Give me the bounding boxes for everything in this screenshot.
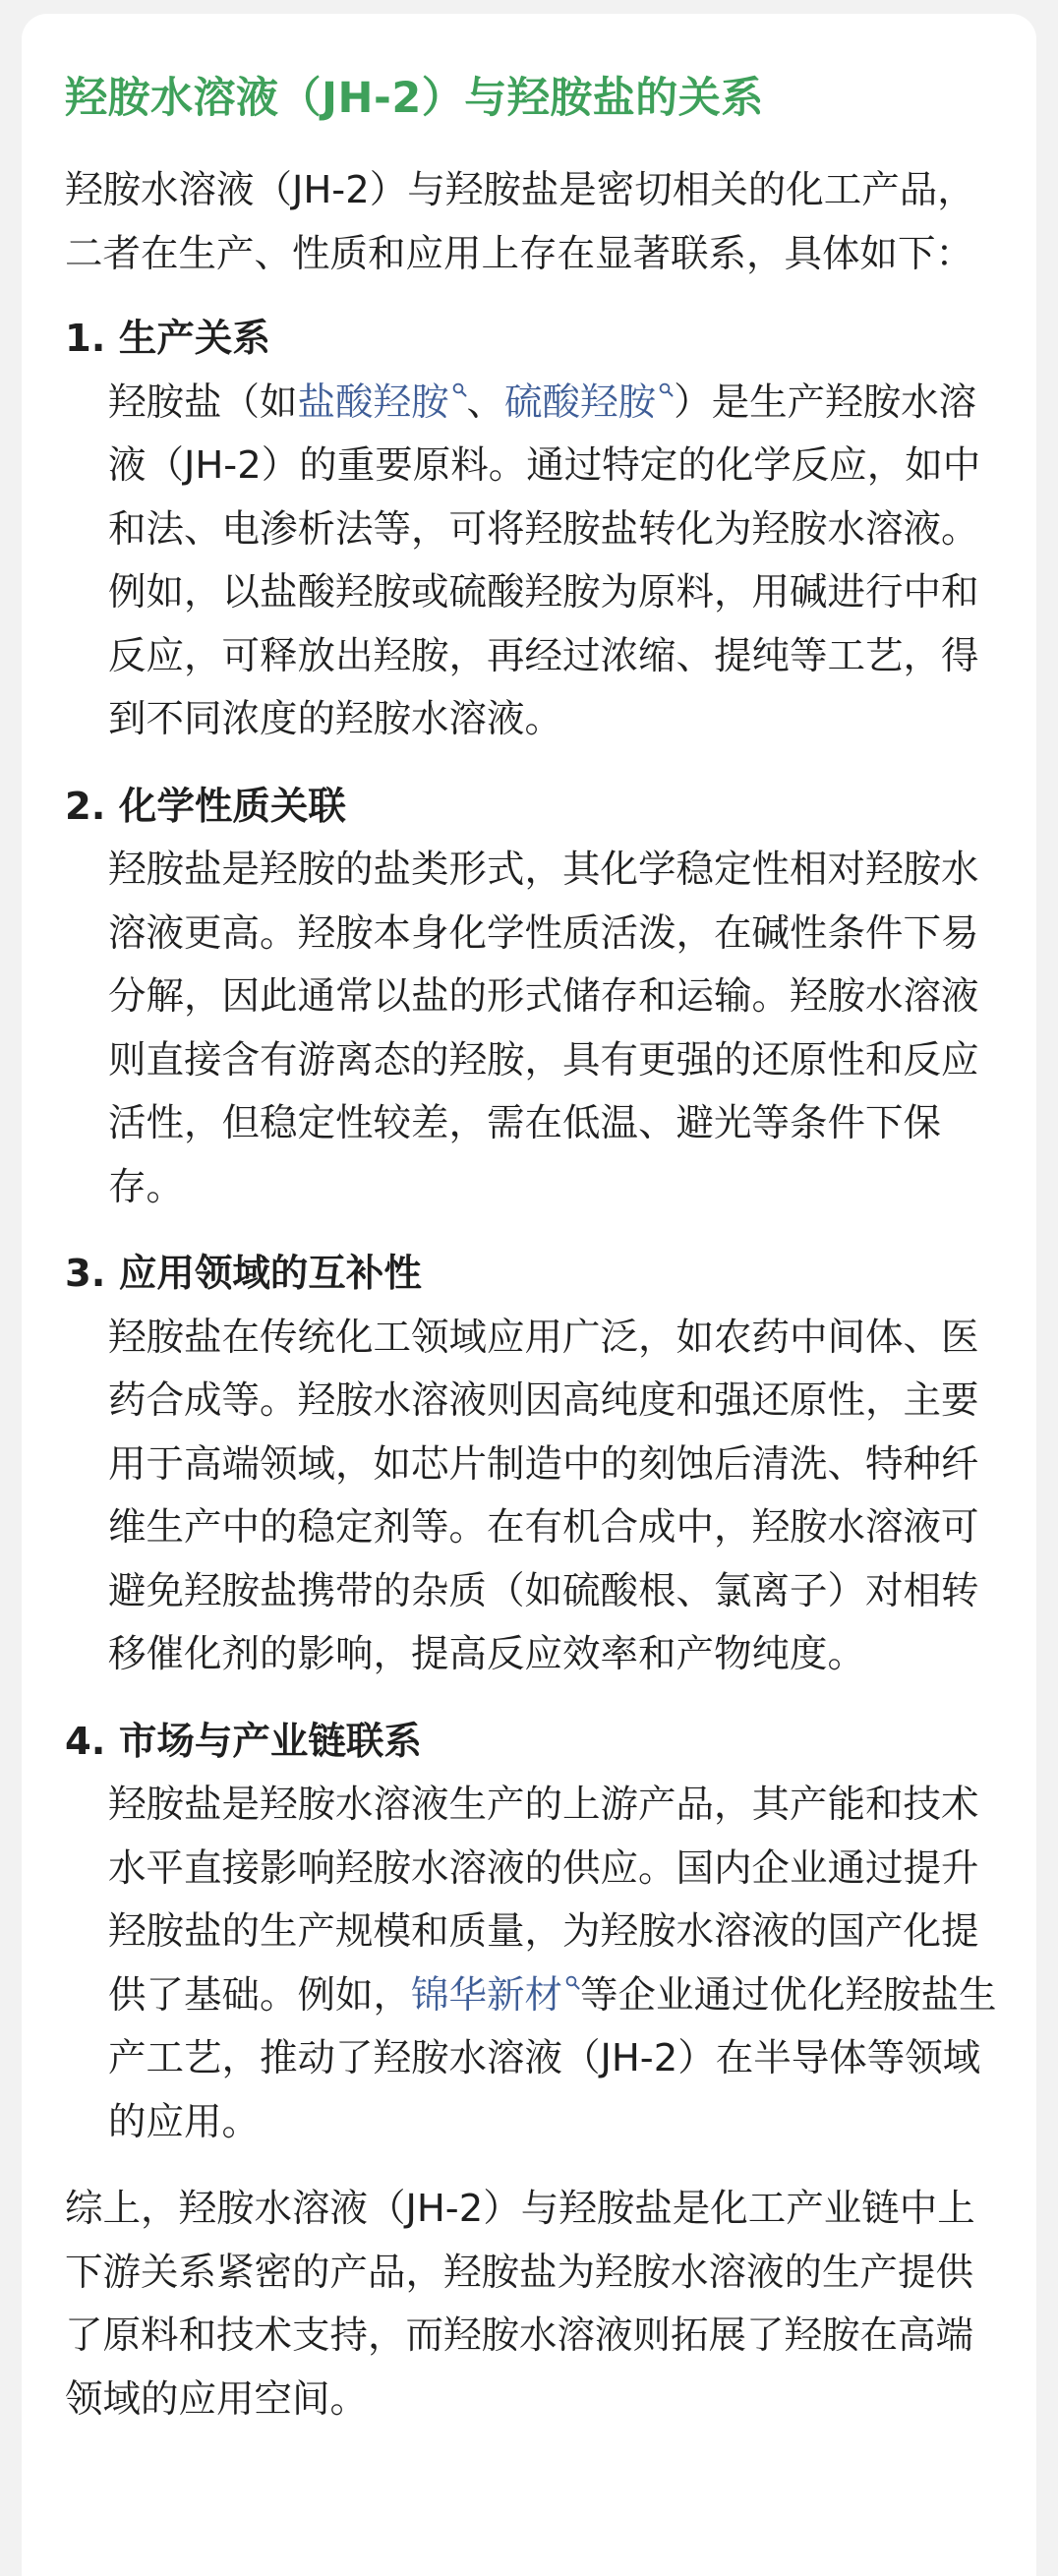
summary-paragraph: 综上，羟胺水溶液（JH-2）与羟胺盐是化工产业链中上下游关系紧密的产品，羟胺盐为羟胺水溶液的生产提供了原料和技术支持，而羟胺水溶液则拓展了羟胺在高端领域的应用空间。 — [65, 2187, 975, 2422]
section-heading: 4. 市场与产业链联系 — [65, 1719, 422, 1764]
article-title: 羟胺水溶液（JH-2）与羟胺盐的关系 — [65, 74, 764, 123]
search-icon[interactable] — [452, 382, 467, 397]
section-body — [108, 1774, 997, 2154]
section-heading: 3. 应用领域的互补性 — [65, 1252, 422, 1296]
link-hydroxylamine-sulfate[interactable] — [504, 381, 674, 425]
section-market — [65, 1711, 997, 2155]
link-text[interactable]: 锦华新材 — [411, 1972, 563, 2018]
separator-text: 、 — [466, 380, 505, 425]
body-text: 羟胺盐（如 — [108, 380, 298, 425]
search-icon[interactable] — [659, 382, 674, 397]
section-applications — [65, 1243, 997, 1687]
section-body: 羟胺盐是羟胺的盐类形式，其化学稳定性相对羟胺水溶液更高。羟胺本身化学性质活泼，在碱性条件下易分解，因此通常以盐的形式储存和运输。羟胺水溶液则直接含有游离态的羟胺，具有更强的还原性和反应活性，但稳定性较差，需在低温、避光等条件下保存。 — [108, 848, 979, 1209]
section-heading: 1. 生产关系 — [65, 317, 270, 361]
body-text: ）是生产羟胺水溶液（JH-2）的重要原料。通过特定的化学反应，如中和法、电渗析法等，可将羟胺盐转化为羟胺水溶液。例如，以盐酸羟胺或硫酸羟胺为原料，用碱进行中和反应，可释放出羟胺，再经过浓缩、提纯等工艺，得到不同浓度的羟胺水溶液。 — [108, 380, 981, 741]
body-text: 羟胺盐是羟胺水溶液生产的上游产品，其产能和技术水平直接影响羟胺水溶液的供应。国内企业通过提升羟胺盐的生产规模和质量，为羟胺水溶液的国产化提供了基础。例如， — [108, 1783, 979, 2018]
link-text[interactable]: 硫酸羟胺 — [504, 380, 657, 425]
intro-paragraph: 羟胺水溶液（JH-2）与羟胺盐是密切相关的化工产品，二者在生产、性质和应用上存在显著联系，具体如下： — [65, 168, 975, 276]
section-chemical-properties — [65, 776, 997, 1220]
body-text: 等企业通过优化羟胺盐生产工艺，推动了羟胺水溶液（JH-2）在半导体等领域的应用。 — [108, 1972, 997, 2144]
section-production — [65, 308, 997, 752]
answer-card — [22, 14, 1036, 2576]
link-hydroxylamine-hydrochloride[interactable] — [298, 381, 467, 425]
section-body: 羟胺盐在传统化工领域应用广泛，如农药中间体、医药合成等。羟胺水溶液则因高纯度和强还原性，主要用于高端领域，如芯片制造中的刻蚀后清洗、特种纤维生产中的稳定剂等。在有机合成中，羟胺水溶液可避免羟胺盐携带的杂质（如硫酸根、氯离子）对相转移催化剂的影响，提高反应效率和产物纯度。 — [108, 1315, 979, 1676]
section-body — [108, 372, 997, 752]
link-jinhua-new-materials[interactable] — [411, 1973, 580, 2018]
link-text[interactable]: 盐酸羟胺 — [297, 380, 449, 425]
search-icon[interactable] — [565, 1975, 580, 1990]
section-heading: 2. 化学性质关联 — [65, 784, 346, 829]
